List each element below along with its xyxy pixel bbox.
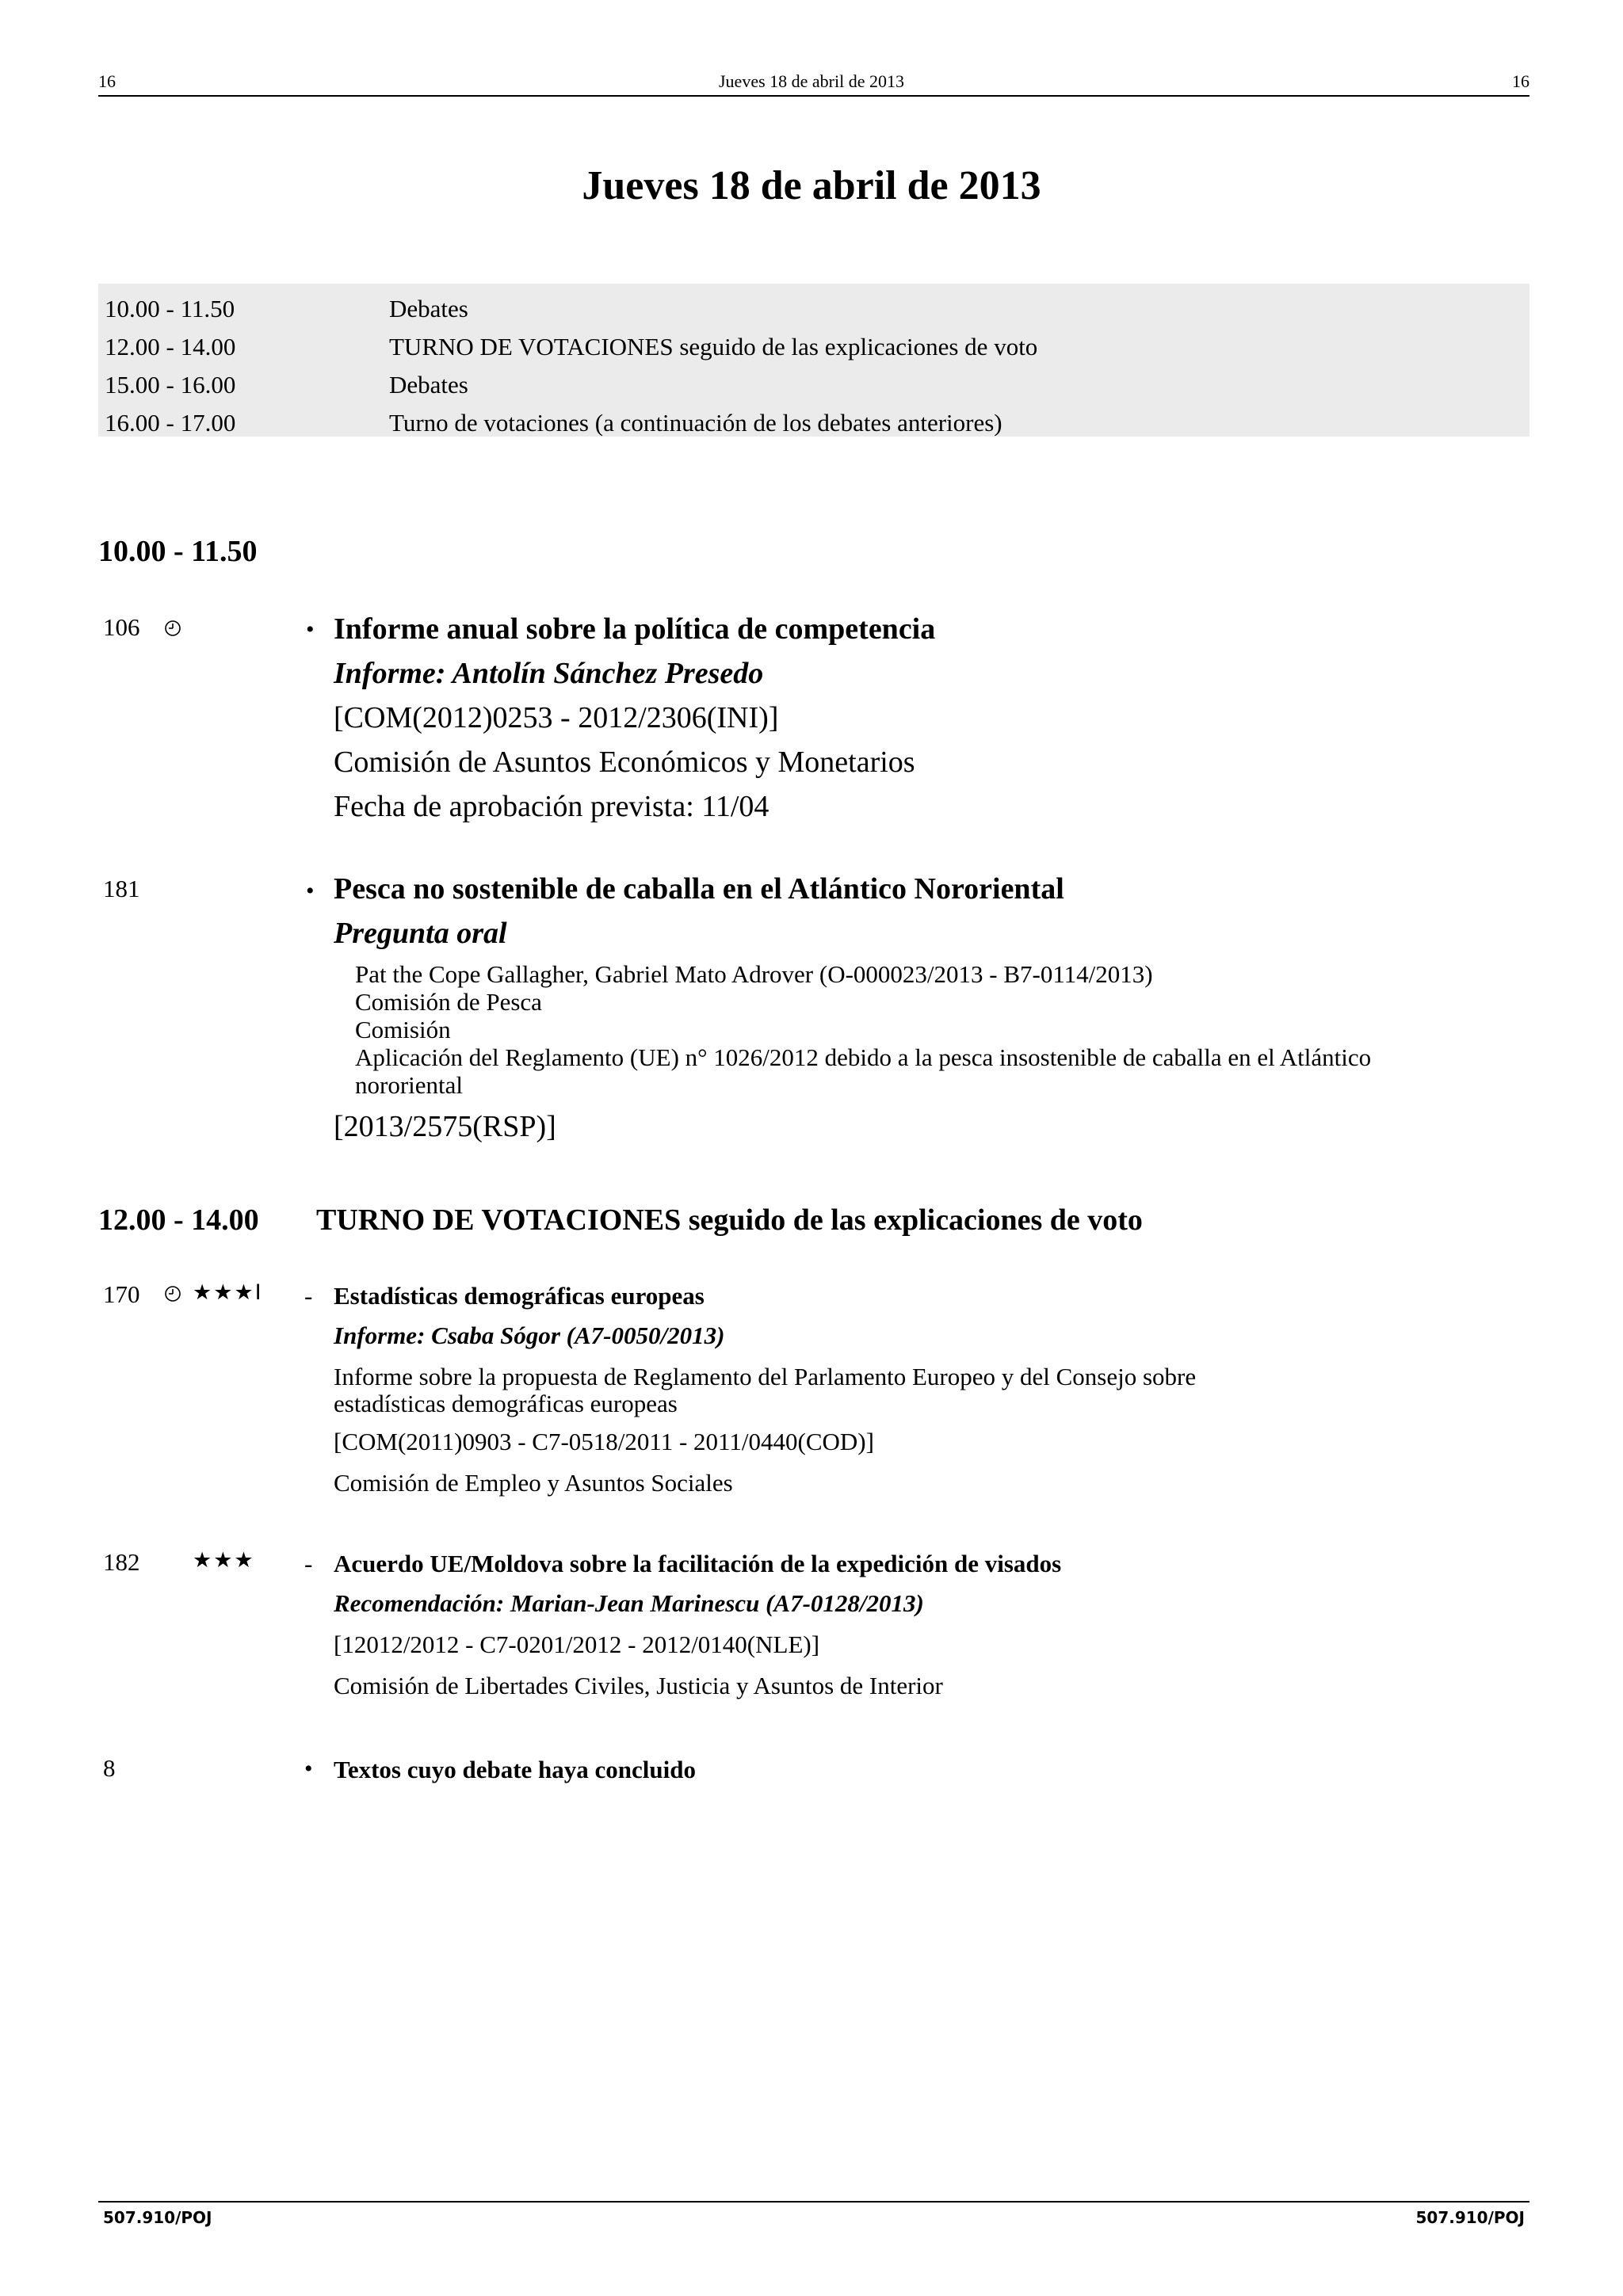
item-number: 8 (103, 1754, 116, 1782)
schedule-desc: Turno de votaciones (a continuación de los debates anteriores) (389, 409, 1002, 437)
item-date: Fecha de aprobación prevista: 11/04 (334, 790, 769, 823)
procedure-stars: ★★★ (193, 1548, 255, 1573)
schedule-time: 10.00 - 11.50 (105, 295, 235, 322)
clock-icon (164, 1285, 181, 1302)
page-title: Jueves 18 de abril de 2013 (582, 163, 1041, 208)
item-committee: Comisión de Libertades Civiles, Justicia y Asuntos de Interior (334, 1672, 943, 1699)
header-rule (98, 95, 1529, 97)
item-line: Pat the Cope Gallagher, Gabriel Mato Adrover (O-000023/2013 - B7-0114/2013) (355, 960, 1153, 988)
item-description: Informe sobre la propuesta de Reglamento del Parlamento Europeo y del Consejo sobre (334, 1363, 1197, 1390)
section-title: TURNO DE VOTACIONES seguido de las explicaciones de voto (316, 1203, 1143, 1237)
schedule-desc: TURNO DE VOTACIONES seguido de las explicaciones de voto (389, 333, 1038, 360)
schedule-time: 12.00 - 14.00 (105, 333, 236, 360)
bullet: • (306, 616, 315, 643)
bullet: • (306, 878, 315, 904)
schedule-time: 16.00 - 17.00 (105, 409, 236, 437)
item-rapporteur: Recomendación: Marian-Jean Marinescu (A7-0128/2013) (334, 1589, 924, 1617)
item-line: Comisión de Pesca (355, 988, 542, 1016)
section-time: 12.00 - 14.00 (98, 1203, 259, 1237)
item-subtitle: Pregunta oral (334, 917, 507, 950)
item-description: estadísticas demográficas europeas (334, 1390, 678, 1417)
clock-icon (164, 620, 181, 637)
item-reference: [COM(2011)0903 - C7-0518/2011 - 2011/0440(COD)] (334, 1428, 874, 1455)
item-line: Aplicación del Reglamento (UE) n° 1026/2012 debido a la pesca insostenible de caballa en el Atlántico (355, 1043, 1372, 1071)
item-reference: [COM(2012)0253 - 2012/2306(INI)] (334, 701, 779, 734)
item-rapporteur: Informe: Csaba Sógor (A7-0050/2013) (334, 1322, 725, 1349)
item-number: 182 (103, 1548, 140, 1576)
schedule-desc: Debates (389, 295, 468, 322)
item-reference: [2013/2575(RSP)] (334, 1110, 556, 1143)
item-number: 181 (103, 875, 140, 902)
item-title: Pesca no sostenible de caballa en el Atlántico Nororiental (334, 872, 1064, 906)
item-number: 106 (103, 613, 140, 641)
item-committee: Comisión de Asuntos Económicos y Monetarios (334, 746, 915, 779)
item-dash: - (304, 1550, 313, 1577)
item-committee: Comisión de Empleo y Asuntos Sociales (334, 1469, 733, 1497)
bullet: • (304, 1756, 313, 1782)
page-number-left: 16 (98, 71, 116, 91)
section-time: 10.00 - 11.50 (98, 535, 258, 568)
item-title: Estadísticas demográficas europeas (334, 1282, 705, 1310)
footer-rule (98, 2201, 1529, 2203)
page-number-right: 16 (1512, 71, 1529, 91)
procedure-stars: ★★★I (193, 1280, 263, 1305)
item-title: Informe anual sobre la política de competencia (334, 612, 936, 646)
item-reference: [12012/2012 - C7-0201/2012 - 2012/0140(NLE)] (334, 1630, 820, 1658)
item-number: 170 (103, 1280, 140, 1308)
item-line: nororiental (355, 1071, 464, 1099)
schedule-time: 15.00 - 16.00 (105, 371, 236, 399)
footer-doc-ref: 507.910/POJ (103, 2208, 212, 2227)
schedule-desc: Debates (389, 371, 468, 399)
footer-doc-ref: 507.910/POJ (1415, 2208, 1525, 2227)
item-dash: - (304, 1282, 313, 1310)
item-rapporteur: Informe: Antolín Sánchez Presedo (334, 657, 764, 690)
item-line: Comisión (355, 1016, 451, 1043)
item-title: Textos cuyo debate haya concluido (334, 1756, 697, 1783)
running-header: Jueves 18 de abril de 2013 (719, 71, 904, 91)
item-title: Acuerdo UE/Moldova sobre la facilitación de la expedición de visados (334, 1550, 1062, 1577)
